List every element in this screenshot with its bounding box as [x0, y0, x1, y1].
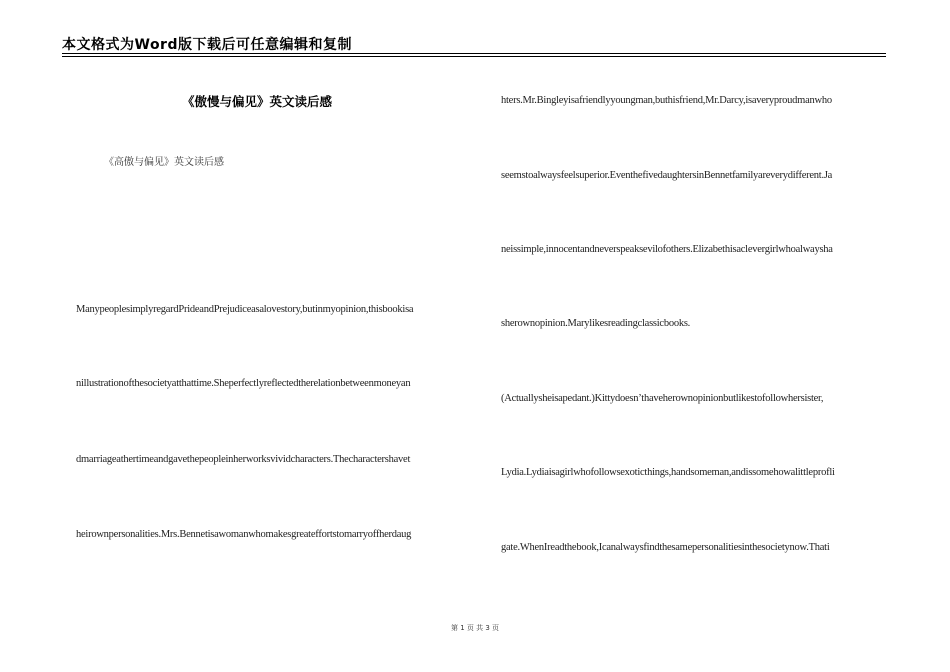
right-column-line: neissimple,innocentandneverspeaksevilofothers.Elizabethisaclevergirlwhoalwaysha	[501, 244, 833, 255]
document-subtitle: 《高傲与偏见》英文读后感	[104, 157, 224, 168]
right-column-line: sherownopinion.Marylikesreadingclassicbooks.	[501, 318, 691, 329]
right-column-line: (Actuallysheisapedant.)Kittydoesn’thaveherownopinionbutlikestofollowhersister,	[501, 393, 824, 404]
header-rule-second	[62, 56, 886, 57]
left-column-line: ManypeoplesimplyregardPrideandPrejudiceasalovestory,butinmyopinion,thisbookisa	[76, 304, 414, 315]
page-header-title: 本文格式为Word版下载后可任意编辑和复制	[62, 37, 352, 53]
right-column-line: hters.Mr.Bingleyisafriendlyyoungman,buthisfriend,Mr.Darcy,isaveryproudmanwho	[501, 95, 832, 106]
right-column-line: seemstoalwaysfeelsuperior.EventhefivedaughtersinBennetfamilyareverydifferent.Ja	[501, 170, 833, 181]
right-column-line: gate.WhenIreadthebook,Icanalwaysfindthesamepersonalitiesinthesocietynow.Thati	[501, 542, 830, 553]
header-rule	[62, 53, 886, 54]
left-column-line: nillustrationofthesocietyatthattime.Sheperfectlyreflectedtherelationbetweenmoneyan	[76, 378, 411, 389]
left-column-line: dmarriageathertimeandgavethepeopleinherworksvividcharacters.Thecharactershavet	[76, 454, 411, 465]
right-column-line: Lydia.Lydiaisagirlwhofollowsexoticthings,handsomeman,andissomehowalittleprofli	[501, 467, 835, 478]
document-title: 《傲慢与偏见》英文读后感	[182, 94, 333, 109]
page-indicator: 第 1 页 共 3 页	[450, 624, 500, 632]
left-column-line: heirownpersonalities.Mrs.Bennetisawomanwhomakesgreateffortstomarryoffherdaug	[76, 529, 412, 540]
